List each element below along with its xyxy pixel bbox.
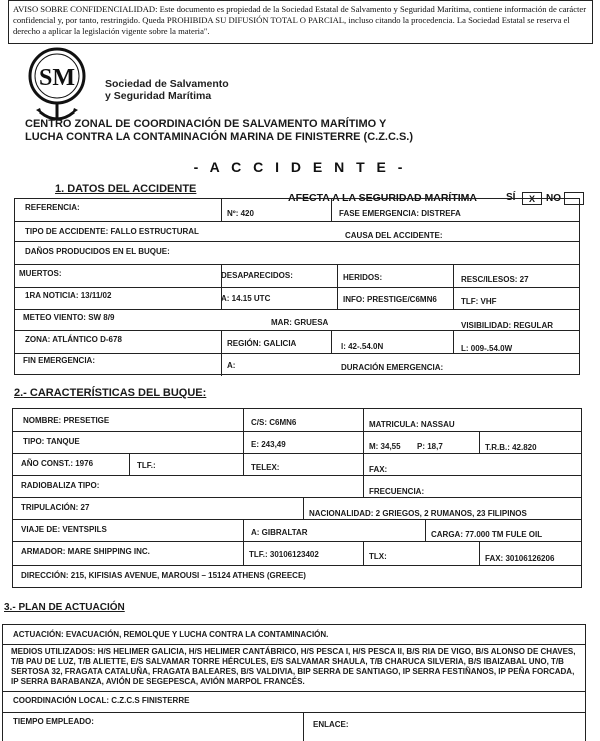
salvamento-logo: [18, 44, 96, 126]
latitud-field: l: 42-.54.0N: [341, 342, 384, 351]
anchor-emblem-icon: [18, 44, 96, 126]
buque-fax-field: FAX:: [369, 465, 388, 474]
numero-field: Nº: 420: [227, 209, 254, 218]
region-field: REGIÓN: GALICIA: [227, 339, 297, 348]
danos-field: DAÑOS PRODUCIDOS EN EL BUQUE:: [25, 247, 170, 256]
telex-field: TELEX:: [251, 463, 280, 472]
vessel-table: [12, 408, 582, 588]
meteo-viento-field: METEO VIENTO: SW 8/9: [23, 313, 115, 322]
info-field: INFO: PRESTIGE/C6MN6: [343, 295, 437, 304]
viaje-a-field: A: GIBRALTAR: [251, 528, 308, 537]
rescilesos-field: RESC/ILESOS: 27: [461, 275, 529, 284]
anio-construccion-field: AÑO CONST.: 1976: [21, 459, 94, 468]
buque-tlf-field: TLF.:: [137, 461, 156, 470]
center-line-1: CENTRO ZONAL DE COORDINACIÓN DE SALVAMENTO MARÍTIMO Y: [25, 118, 387, 130]
tiempo-empleado-field: TIEMPO EMPLEADO:: [13, 717, 94, 726]
fin-a-field: A:: [227, 361, 236, 370]
fin-emergencia-field: FIN EMERGENCIA:: [23, 356, 95, 365]
affects-safety-label: AFECTA A LA SEGURIDAD MARÍTIMA: [288, 192, 477, 204]
direccion-field: DIRECCIÓN: 215, KIFISIAS AVENUE, MAROUSI – 15124 ATHENS (GREECE): [21, 571, 306, 580]
center-line-2: LUCHA CONTRA LA CONTAMINACIÓN MARINA DE FINISTERRE (C.Z.C.S.): [25, 131, 414, 143]
tlx-field: TLX:: [369, 552, 387, 561]
organization-name: [105, 78, 229, 102]
tipo-buque-field: TIPO: TANQUE: [23, 437, 80, 446]
coordinacion-field: COORDINACIÓN LOCAL: C.Z.C.S FINISTERRE: [13, 696, 190, 705]
nacionalidad-field: NACIONALIDAD: 2 GRIEGOS, 2 RUMANOS, 23 FILIPINOS: [309, 509, 527, 518]
center-title: [25, 118, 505, 144]
armador-tlf-field: TLF.: 30106123402: [249, 550, 319, 559]
matricula-field: MATRICULA: NASSAU: [369, 420, 455, 429]
puntal-field: P: 18,7: [417, 442, 443, 451]
nombre-field: NOMBRE: PRESETIGE: [23, 416, 110, 425]
eslora-field: E: 243,49: [251, 440, 286, 449]
viaje-de-field: VIAJE DE: VENTSPILS: [21, 525, 107, 534]
trb-field: T.R.B.: 42.820: [485, 443, 537, 452]
enlace-field: ENLACE:: [313, 720, 349, 729]
si-label: SÍ: [506, 192, 516, 203]
armador-field: ARMADOR: MARE SHIPPING INC.: [21, 547, 150, 556]
tipo-accidente-field: TIPO DE ACCIDENTE: FALLO ESTRUCTURAL: [25, 227, 199, 236]
actuacion-field: ACTUACIÓN: EVACUACIÓN, REMOLQUE Y LUCHA CONTRA LA CONTAMINACIÓN.: [13, 630, 329, 639]
longitud-field: L: 009-.54.0W: [461, 344, 513, 353]
muertos-field: MUERTOS:: [19, 269, 62, 278]
duracion-emergencia-field: DURACIÓN EMERGENCIA:: [341, 363, 444, 372]
hora-field: A: 14.15 UTC: [221, 294, 271, 303]
referencia-label: REFERENCIA:: [25, 203, 80, 212]
heridos-field: HERIDOS:: [343, 273, 383, 282]
fase-emergencia-field: FASE EMERGENCIA: DISTREFA: [339, 209, 461, 218]
notice-text: AVISO SOBRE CONFIDENCIALIDAD: Este documento es propiedad de la Sociedad Estatal de Salvamento y Seguridad Marítima, contiene información de carácter confidencial y, por tanto, restringido. Queda PROHIBIDA SU DIFUSIÓN TOTAL O PARCIAL, incluso citando la procedencia. La Sociedad Estatal se reserva el derecho a aplicar la legislación vigente sobre la materia".: [13, 4, 587, 36]
section-2-heading: 2.- CARACTERÍSTICAS DEL BUQUE:: [14, 387, 207, 399]
logo-monogram: SM: [39, 65, 75, 91]
zona-field: ZONA: ATLÁNTICO D-678: [25, 335, 122, 344]
section-3-heading: 3.- PLAN DE ACTUACIÓN: [4, 602, 125, 613]
causa-accidente-field: CAUSA DEL ACCIDENTE:: [345, 231, 443, 240]
org-line-1: Sociedad de Salvamento: [105, 78, 229, 90]
manga-field: M: 34,55: [369, 442, 401, 451]
medios-field: MEDIOS UTILIZADOS: H/S HELIMER GALICIA, H/S HELIMER CANTÁBRICO, H/S PESCA I, H/S PESCA II, B/S RIA DE VIGO, B/S ALONSO DE CHAVES, T/B PAU DE LUZ, T/B ALIETTE, E/S SALVAMAR TORRE HÉRCULES, E/S SALVAMAR SHAULA, T/B CHARUCA SILVERIA, B/S IBAIZABAL UNO, T/B SERTOSA 32, FRAGATA CATALUÑA, FRAGATA BALEARES, B/S VALDIVIA, BIP SERRA DE SANTIAGO, IP SERRA FESTIÑANOS, IP PEÑA FORCADA, IP SERRA BARABANZA, AVIÓN DE SEGEPESCA, AVIÓN MARPOL FRANCÉS.: [11, 647, 576, 686]
visibilidad-field: VISIBILIDAD: REGULAR: [461, 321, 553, 330]
carga-field: CARGA: 77.000 TM FULE OIL: [431, 530, 543, 539]
mar-field: MAR: GRUESA: [271, 318, 329, 327]
desaparecidos-field: DESAPARECIDOS:: [221, 271, 293, 280]
si-checkbox[interactable]: X: [522, 192, 542, 205]
no-label: NO: [546, 193, 561, 204]
callsign-field: C/S: C6MN6: [251, 418, 297, 427]
accident-data-table: [14, 198, 580, 375]
frecuencia-field: FRECUENCIA:: [369, 487, 425, 496]
action-plan-table: [2, 624, 586, 741]
confidentiality-notice: [8, 0, 593, 44]
tlf-field: TLF: VHF: [461, 297, 497, 306]
primera-noticia-field: 1RA NOTICIA: 13/11/02: [25, 291, 112, 300]
document-title: - A C C I D E N T E -: [193, 159, 407, 175]
section-1-heading: 1. DATOS DEL ACCIDENTE: [55, 183, 197, 195]
tripulacion-field: TRIPULACIÓN: 27: [21, 503, 90, 512]
armador-fax-field: FAX: 30106126206: [485, 554, 555, 563]
org-line-2: y Seguridad Marítima: [105, 90, 212, 102]
radiobaliza-field: RADIOBALIZA TIPO:: [21, 481, 100, 490]
